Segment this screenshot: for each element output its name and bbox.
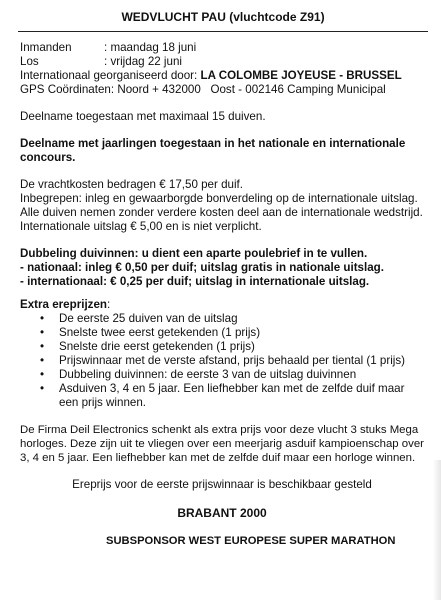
doubling-international: - internationaal: € 0,25 per duif; uitslag in internationale uitslag. [20, 275, 370, 288]
organizer-row [20, 69, 424, 83]
document-title: WEDVLUCHT PAU (vluchtcode Z91) [18, 10, 428, 32]
list-item: • Snelste drie eerst getekenden (1 prijs) [20, 340, 424, 354]
gps-value: Noord + 432000 Oost - 002146 Camping Municipal [114, 83, 386, 96]
gps-label: GPS Coördinaten: [20, 83, 115, 96]
gps-row [20, 83, 424, 97]
inmanden-value: : maandag 18 juni [104, 41, 197, 54]
doubling-section [20, 247, 424, 289]
participation-text: Deelname toegestaan met maximaal 15 duiven. [20, 110, 266, 123]
flight-details [20, 41, 424, 97]
inmanden-row [20, 41, 424, 55]
inmanden-label: Inmanden [20, 41, 72, 54]
costs-included: Inbegrepen: inleg en gewaarborgde bonverdeling op de internationale uitslag. Alle duiven nemen zonder verdere kosten deel aan de internationale wedstrijd. Internationale uitslag € 5,00 en is niet verplicht. [20, 192, 423, 233]
organizer-label: Internationaal georganiseerd door: [20, 69, 201, 82]
extra-prizes-section [20, 298, 424, 410]
list-item: • Asduiven 3, 4 en 5 jaar. Een liefhebber kan met de zelfde duif maar een prijs winnen. [20, 382, 424, 410]
organizer-value: LA COLOMBE JOYEUSE - BRUSSEL [200, 69, 402, 82]
page-edge-shadow [433, 460, 441, 600]
costs-line: De vrachtkosten bedragen € 17,50 per duif. [20, 178, 244, 191]
document-page [20, 10, 424, 548]
list-item: • Snelste twee eerst getekenden (1 prijs) [20, 326, 424, 340]
extra-prizes-heading: Extra ereprijzen [20, 298, 107, 311]
subsponsor-name: SUBSPONSOR WEST EUROPESE SUPER MARATHON [106, 535, 396, 547]
extra-prizes-colon: : [107, 298, 111, 311]
deil-electronics-text: De Firma Deil Electronics schenkt als extra prijs voor deze vlucht 3 stuks Mega horloges. Deze zijn uit te vliegen over een meerjarig asduif kampioenschap over 3, 4 en 5 jaar. Een liefhebber kan met de zelfde duif maar een horloge winnen. [20, 424, 424, 464]
ereprijs-text: Ereprijs voor de eerste prijswinnaar is beschikbaar gesteld [72, 478, 372, 491]
doubling-heading: Dubbeling duivinnen: u dient een aparte poulebrief in te vullen. [20, 247, 368, 260]
extra-prizes-list [20, 312, 424, 410]
list-item: • Prijswinnaar met de verste afstand, prijs behaald per tiental (1 prijs) [20, 354, 424, 368]
los-value: : vrijdag 22 juni [104, 55, 182, 68]
los-label: Los [20, 55, 39, 68]
list-item: • Dubbeling duivinnen: de eerste 3 van de uitslag duivinnen [20, 368, 424, 382]
sponsor-name: BRABANT 2000 [177, 506, 267, 520]
los-row [20, 55, 424, 69]
list-item: • De eerste 25 duiven van de uitslag [20, 312, 424, 326]
doubling-national: - nationaal: inleg € 0,50 per duif; uitslag gratis in nationale uitslag. [20, 261, 384, 274]
yearlings-text: Deelname met jaarlingen toegestaan in het nationale en internationale concours. [20, 137, 406, 164]
costs-section [20, 178, 424, 234]
